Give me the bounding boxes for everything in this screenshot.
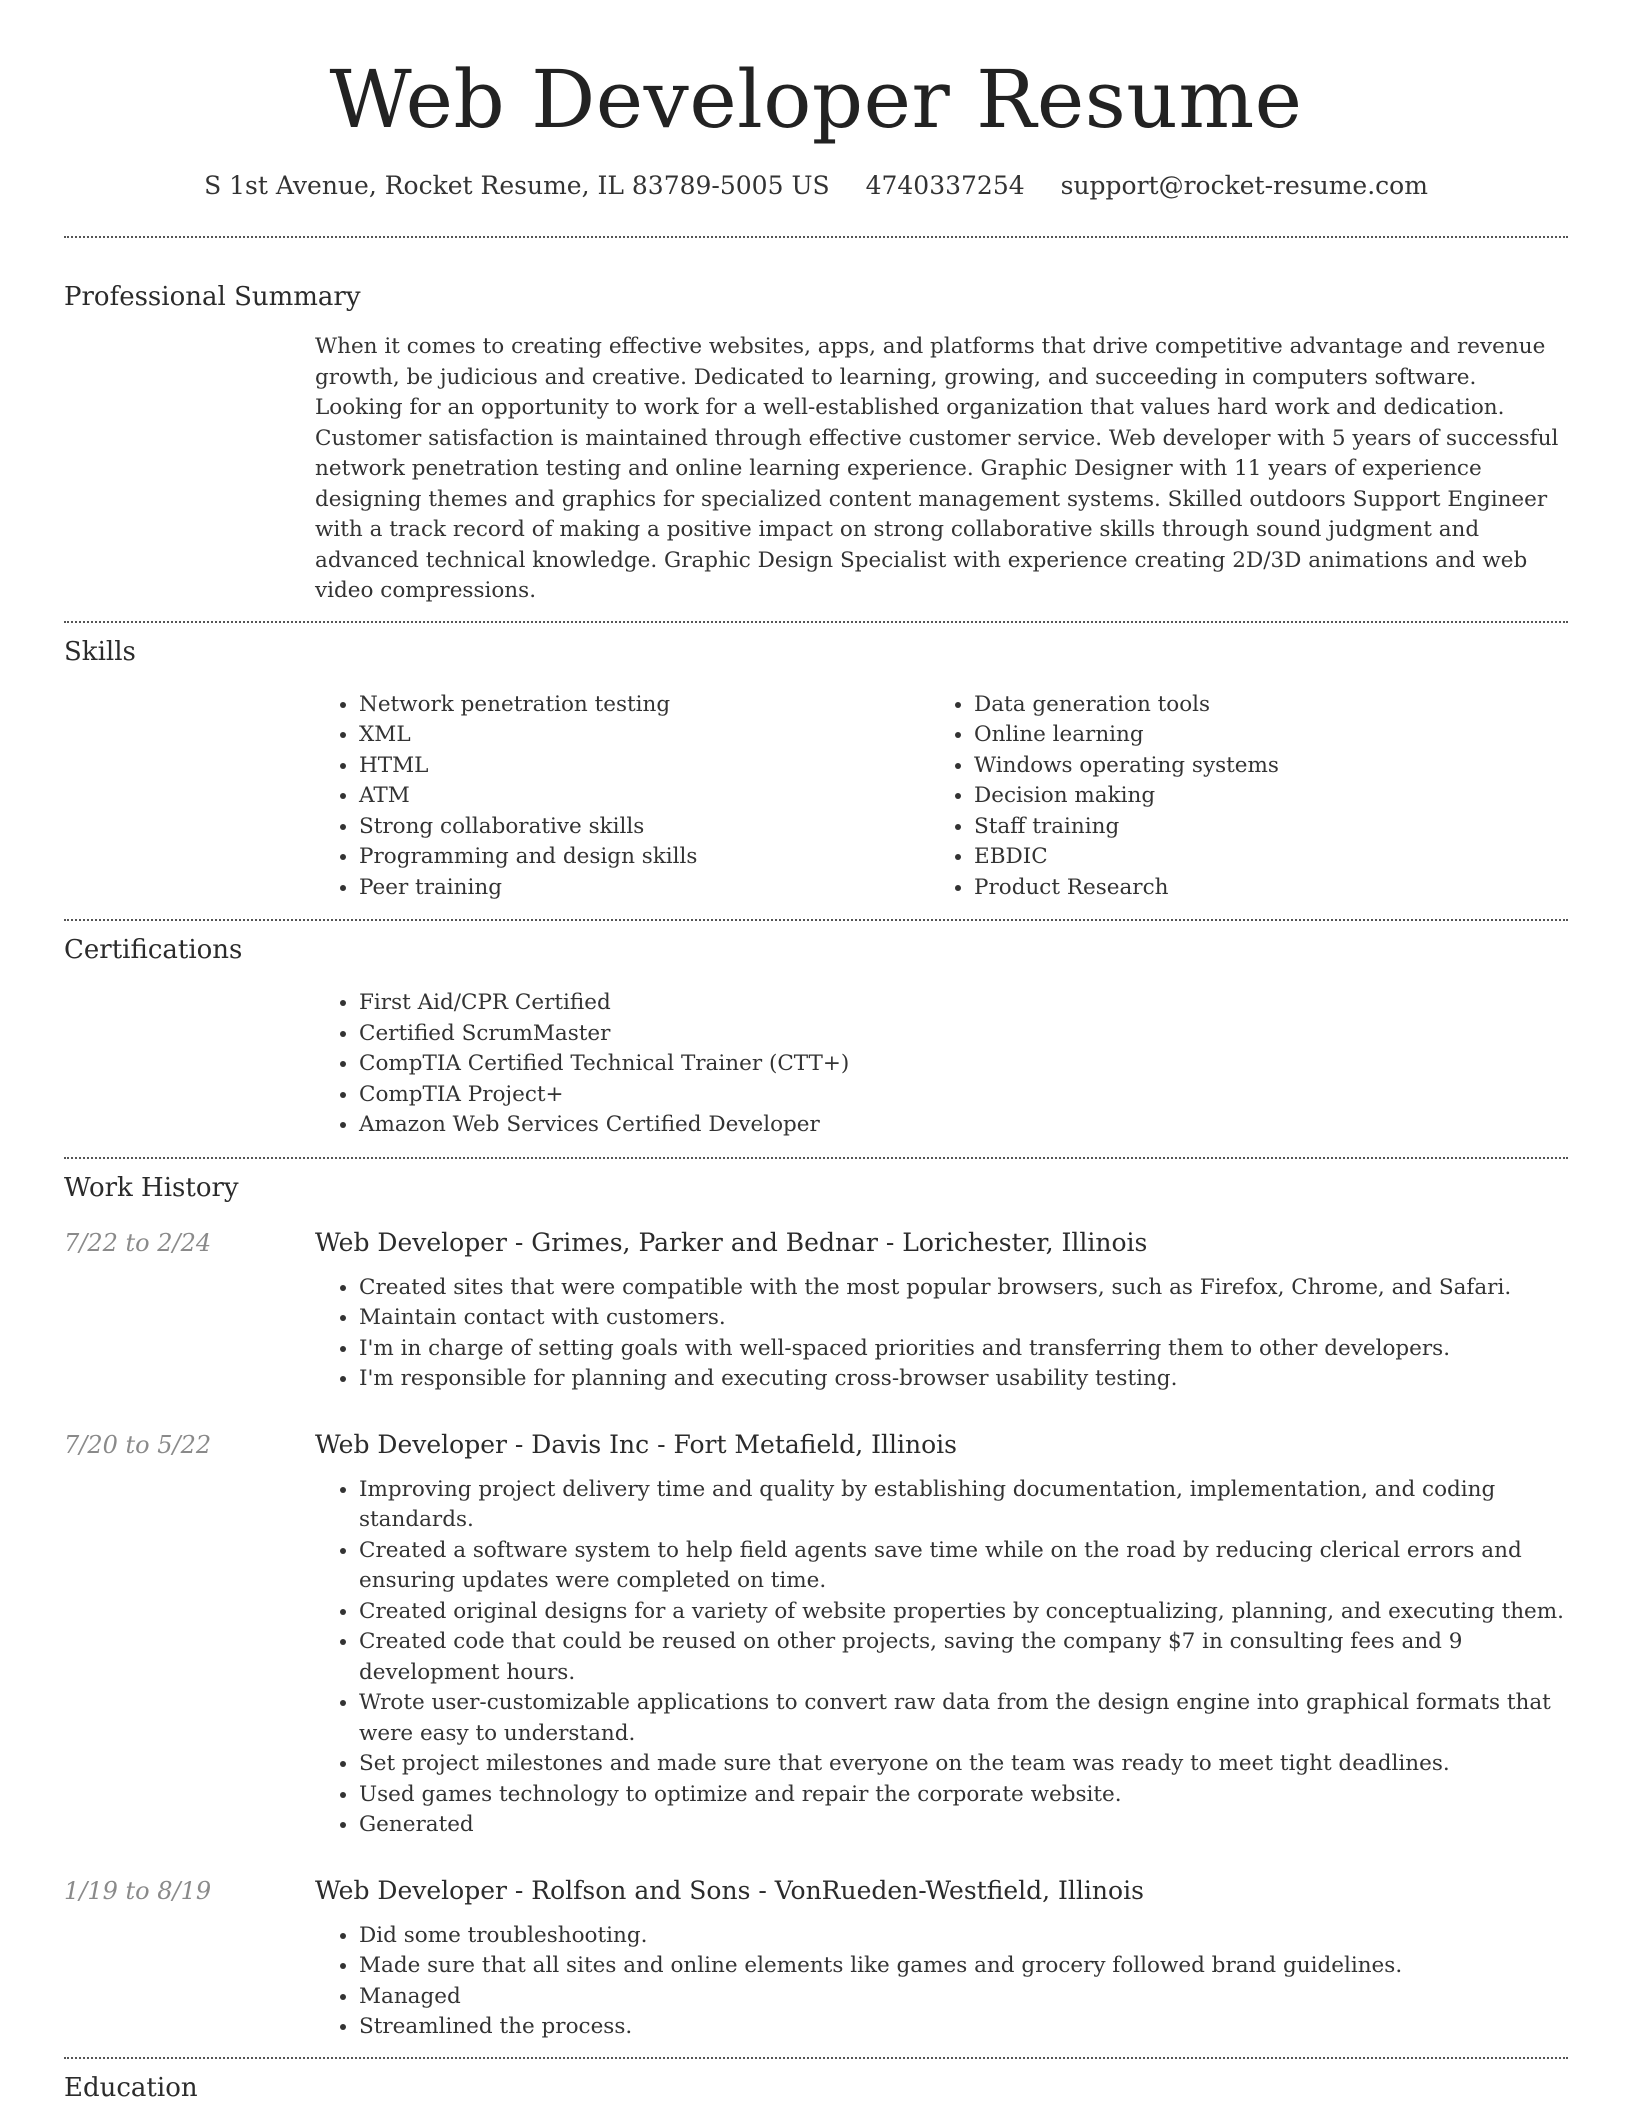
section-title-summary: Professional Summary [64,282,361,312]
certification-item: • Certified ScrumMaster [359,1019,1568,1050]
job-bullet: • Set project milestones and made sure that everyone on the team was ready to meet tight deadlines. [359,1749,1568,1780]
divider [64,621,1568,623]
job-bullet: • Improving project delivery time and quality by establishing documentation, implementation, and coding standards. [359,1475,1568,1536]
job-bullet: • Created original designs for a variety of website properties by conceptualizing, planning, and executing them. [359,1597,1568,1628]
contact-email: support@rocket-resume.com [1060,171,1428,200]
job-bullet: • I'm responsible for planning and executing cross-browser usability testing. [359,1364,1568,1395]
job-bullets [315,1475,1568,1841]
section-title-skills: Skills [64,636,136,667]
job-entry [64,1429,1568,1841]
job-bullet: • Created a software system to help field agents save time while on the road by reducing clerical errors and ensuring updates were completed on time. [359,1536,1568,1597]
job-bullet: • Created code that could be reused on other projects, saving the company $7 in consulting fees and 9 development hours. [359,1627,1568,1688]
job-title: Web Developer - Davis Inc - Fort Metafield, Illinois [315,1429,957,1459]
skill-item: • Programming and design skills [359,842,930,873]
divider [64,1157,1568,1159]
page-title: Web Developer Resume [329,53,1303,146]
section-title-certifications: Certifications [64,935,243,965]
skills-column-left [315,690,930,904]
section-title-work-history: Work History [64,1172,239,1203]
section-title-education: Education [64,2072,198,2103]
divider [64,919,1568,921]
skill-item: • Peer training [359,873,930,904]
skills-list [315,690,1568,904]
job-bullet: • Used games technology to optimize and repair the corporate website. [359,1780,1568,1811]
contact-phone: 4740337254 [865,171,1025,200]
job-dates: 7/22 to 2/24 [64,1228,212,1257]
job-entry [64,1875,1568,2043]
job-dates: 7/20 to 5/22 [64,1430,212,1459]
job-bullet: • Created sites that were compatible with the most popular browsers, such as Firefox, Chrome, and Safari. [359,1273,1568,1304]
skill-item: • Online learning [974,720,1545,751]
skill-item: • HTML [359,751,930,782]
job-bullet: • Streamlined the process. [359,2012,1568,2043]
summary-text: When it comes to creating effective websites, apps, and platforms that drive competitive advantage and revenue growth, be judicious and creative. Dedicated to learning, growing, and succeeding in computers software. Looking for an opportunity to work for a well-established organization that values hard work and dedication. Customer satisfaction is maintained through effective customer service. Web developer with 5 years of successful network penetration testing and online learning experience. Graphic Designer with 11 years of experience designing themes and graphics for specialized content management systems. Skilled outdoors Support Engineer with a track record of making a positive impact on strong collaborative skills through sound judgment and advanced technical knowledge. Graphic Design Specialist with experience creating 2D/3D animations and web video compressions. [315,334,1559,603]
skill-item: • Strong collaborative skills [359,812,930,843]
skills-column-right [930,690,1545,904]
job-bullets [315,1273,1568,1395]
job-bullet: • Did some troubleshooting. [359,1921,1568,1952]
skill-item: • Product Research [974,873,1545,904]
job-bullet: • Managed [359,1982,1568,2013]
certifications-list [315,988,1568,1141]
skill-item: • XML [359,720,930,751]
skill-item: • Decision making [974,781,1545,812]
certification-item: • Amazon Web Services Certified Developer [359,1110,1568,1141]
job-title: Web Developer - Grimes, Parker and Bednar - Lorichester, Illinois [315,1227,1148,1257]
skill-item: • Network penetration testing [359,690,930,721]
job-entry [64,1227,1568,1395]
skill-item: • ATM [359,781,930,812]
divider [64,236,1568,238]
contact-address: S 1st Avenue, Rocket Resume, IL 83789-5005 US [204,171,830,200]
divider [64,2057,1568,2059]
job-title: Web Developer - Rolfson and Sons - VonRueden-Westfield, Illinois [315,1875,1144,1905]
contact-line [64,170,1568,202]
certification-item: • First Aid/CPR Certified [359,988,1568,1019]
job-bullet: • Generated [359,1810,1568,1841]
skill-item: • Windows operating systems [974,751,1545,782]
certification-item: • CompTIA Project+ [359,1080,1568,1111]
job-bullets [315,1921,1568,2043]
skill-item: • Data generation tools [974,690,1545,721]
job-bullet: • I'm in charge of setting goals with well-spaced priorities and transferring them to other developers. [359,1334,1568,1365]
certification-item: • CompTIA Certified Technical Trainer (CTT+) [359,1049,1568,1080]
skill-item: • Staff training [974,812,1545,843]
job-bullet: • Maintain contact with customers. [359,1303,1568,1334]
job-bullet: • Wrote user-customizable applications to convert raw data from the design engine into graphical formats that were easy to understand. [359,1688,1568,1749]
skill-item: • EBDIC [974,842,1545,873]
job-bullet: • Made sure that all sites and online elements like games and grocery followed brand guidelines. [359,1951,1568,1982]
job-dates: 1/19 to 8/19 [64,1876,212,1905]
